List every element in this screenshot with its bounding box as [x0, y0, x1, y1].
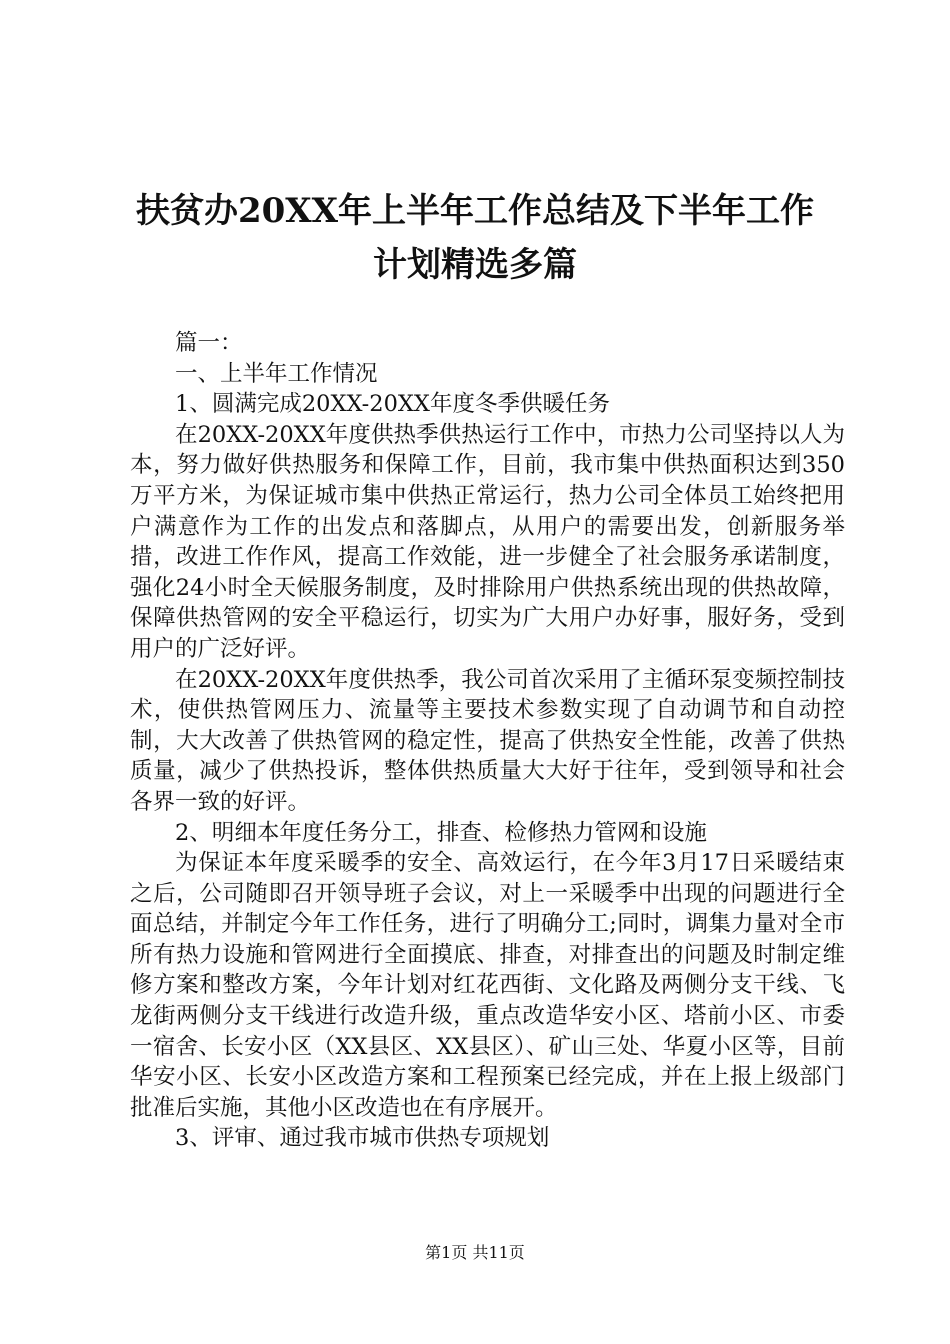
document-body	[130, 328, 845, 1154]
body-paragraph: 在20XX-20XX年度供热季，我公司首次采用了主循环泵变频控制技术，使供热管网压力、流量等主要技术参数实现了自动调节和自动控制，大大改善了供热管网的稳定性，提高了供热安全性能，改善了供热质量，减少了供热投诉，整体供热质量大大好于往年，受到领导和社会各界一致的好评。	[130, 666, 845, 815]
section-heading: 一、上半年工作情况	[175, 360, 378, 387]
subsection-heading: 1、圆满完成20XX-20XX年度冬季供暖任务	[175, 391, 610, 418]
document-title-line-1: 扶贫办20XX年上半年工作总结及下半年工作	[135, 191, 815, 231]
document-title-line-2: 计划精选多篇	[373, 245, 577, 285]
subsection-heading: 2、明细本年度任务分工，排查、检修热力管网和设施	[175, 819, 707, 846]
section-label: 篇一：	[175, 330, 243, 356]
body-paragraph: 为保证本年度采暖季的安全、高效运行，在今年3月17日采暖结束之后，公司随即召开领导班子会议，对上一采暖季中出现的问题进行全面总结，并制定今年工作任务，进行了明确分工;同时，调集力量对全市所有热力设施和管网进行全面摸底、排查，对排查出的问题及时制定维修方案和整改方案，今年计划对红花西街、文化路及两侧分支干线、飞龙街两侧分支干线进行改造升级，重点改造华安小区、塔前小区、市委一宿舍、长安小区（XX县区、XX县区）、矿山三处、华夏小区等，目前华安小区、长安小区改造方案和工程预案已经完成，并在上报上级部门批准后实施，其他小区改造也在有序展开。	[130, 850, 845, 1121]
body-paragraph: 在20XX-20XX年度供热季供热运行工作中，市热力公司坚持以人为本，努力做好供热服务和保障工作，目前，我市集中供热面积达到350万平方米，为保证城市集中供热正常运行，热力公司全体员工始终把用户满意作为工作的出发点和落脚点，从用户的需要出发，创新服务举措，改进工作作风，提高工作效能，进一步健全了社会服务承诺制度，强化24小时全天候服务制度，及时排除用户供热系统出现的供热故障，保障供热管网的安全平稳运行，切实为广大用户办好事，服好务，受到用户的广泛好评。	[130, 421, 845, 662]
page-number-footer: 第1页 共11页	[425, 1243, 525, 1262]
subsection-heading: 3、评审、通过我市城市供热专项规划	[175, 1125, 550, 1152]
